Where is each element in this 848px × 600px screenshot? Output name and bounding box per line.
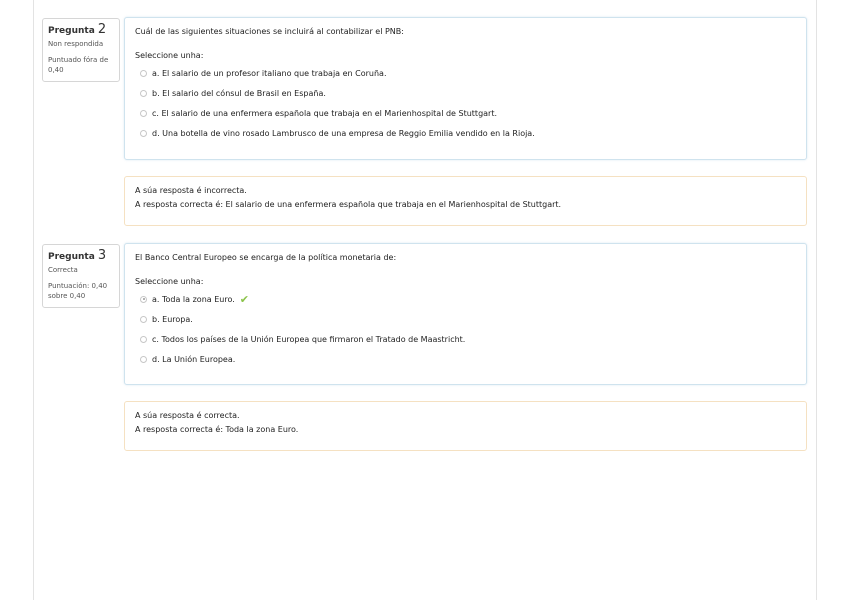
answer-option-b[interactable]: [135, 83, 796, 103]
feedback-right-answer: A resposta correcta é: El salario de una enfermera española que trabaja en el Marienhospital de Stuttgart.: [135, 200, 562, 209]
answer-option-c[interactable]: [135, 329, 796, 349]
checkmark-icon: ✔: [239, 292, 249, 306]
radio-button[interactable]: [140, 316, 147, 323]
answer-prompt: Seleccione unha:: [135, 277, 204, 286]
answer-label: c. El salario de una enfermera española que trabaja en el Marienhospital de Stuttgart.: [152, 108, 498, 118]
question-label: Pregunta: [48, 252, 95, 262]
answer-label: d. Una botella de vino rosado Lambrusco de una empresa de Reggio Emilia vendido en la Rioja.: [152, 128, 535, 138]
question-state: Correcta: [48, 266, 78, 274]
answer-prompt: Seleccione unha:: [135, 51, 204, 60]
question-info-3: [42, 244, 120, 308]
question-number-value: 2: [97, 22, 107, 37]
answer-label: a. Toda la zona Euro.: [152, 294, 235, 304]
answer-label: c. Todos los países de la Unión Europea que firmaron el Tratado de Maastricht.: [152, 334, 466, 344]
question-info-2: [42, 18, 120, 82]
radio-button[interactable]: [140, 110, 147, 117]
question-feedback-2: [124, 176, 807, 226]
answer-label: a. El salario de un profesor italiano que trabaja en Coruña.: [152, 68, 387, 78]
question-text: Cuál de las siguientes situaciones se incluirá al contabilizar el PNB:: [135, 27, 404, 36]
answer-option-c[interactable]: [135, 103, 796, 123]
question-text: El Banco Central Europeo se encarga de la política monetaria de:: [135, 253, 397, 262]
question-formulation-3: [124, 243, 807, 385]
question-grade: Puntuación: 0,40 sobre 0,40: [48, 282, 108, 300]
question-number-value: 3: [97, 248, 107, 263]
answer-option-a[interactable]: [135, 63, 796, 83]
answer-option-b[interactable]: [135, 309, 796, 329]
answer-option-d[interactable]: [135, 349, 796, 369]
question-number: [48, 24, 115, 37]
answer-label: d. La Unión Europea.: [152, 354, 236, 364]
answer-option-d[interactable]: [135, 123, 796, 143]
answer-list: [135, 63, 796, 143]
question-feedback-3: [124, 401, 807, 451]
radio-button[interactable]: [140, 70, 147, 77]
question-number: [48, 250, 115, 263]
feedback-right-answer: A resposta correcta é: Toda la zona Euro.: [135, 425, 299, 434]
radio-button-selected[interactable]: [140, 296, 147, 303]
question-formulation-2: [124, 17, 807, 160]
radio-button[interactable]: [140, 356, 147, 363]
question-grade: Puntuado fóra de 0,40: [48, 56, 109, 74]
radio-button[interactable]: [140, 336, 147, 343]
feedback-status: A súa resposta é incorrecta.: [135, 186, 247, 195]
radio-button[interactable]: [140, 130, 147, 137]
answer-list: [135, 289, 796, 369]
answer-option-a[interactable]: [135, 289, 796, 309]
feedback-status: A súa resposta é correcta.: [135, 411, 240, 420]
question-label: Pregunta: [48, 26, 95, 36]
radio-button[interactable]: [140, 90, 147, 97]
question-state: Non respondida: [48, 40, 104, 48]
answer-label: b. Europa.: [152, 314, 193, 324]
answer-label: b. El salario del cónsul de Brasil en España.: [152, 88, 326, 98]
